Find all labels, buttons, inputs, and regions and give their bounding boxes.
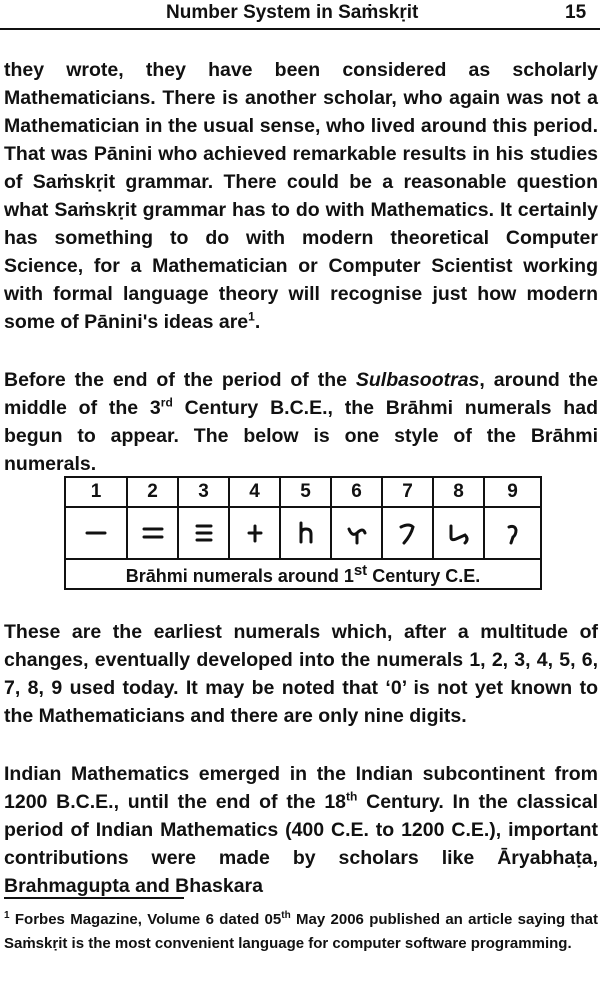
paragraph-text: Century B.C.E., the Brāhmi numerals had begun to appear. The below is one style of the Brāhmi numerals.: [4, 397, 598, 475]
footnote-marker: 1: [4, 910, 10, 921]
ordinal-suffix: th: [346, 789, 358, 804]
ordinal-suffix: st: [353, 561, 368, 579]
header-rule: [0, 28, 600, 30]
paragraph-text: they wrote, they have been considered as scholarly Mathematicians. There is another scholar, who again was not a Mathematician in the usual sense, who lived around this period. That was Pānini who achieved remarkable results in his studies of Saṁskṛit grammar. There could be a reasonable question what Saṁskṛit grammar has to do with Mathematics. It certainly has something to do with modern theoretical Computer Science, for a Mathematician or Computer Scientist working with formal language theory will recognise just how modern some of Pānini's ideas are: [4, 59, 598, 333]
page-number: 15: [565, 2, 587, 23]
footnote: [4, 908, 598, 956]
number-cell: 1: [65, 477, 127, 507]
glyph-cell: [331, 507, 382, 559]
number-cell: 4: [229, 477, 280, 507]
running-title: Number System in Saṁskṛit: [166, 2, 419, 23]
paragraph-indian-mathematics: [4, 760, 598, 900]
glyph-cell: [280, 507, 331, 559]
table-row-numbers: [65, 477, 541, 507]
footnote-text: May 2006 published an article saying that Saṁskṛit is the most convenient language for computer software programming.: [4, 911, 598, 952]
brahmi-four-icon: [237, 515, 273, 551]
table-caption-row: [65, 559, 541, 589]
number-cell: 8: [433, 477, 484, 507]
brahmi-numerals-table: [64, 476, 542, 590]
brahmi-seven-icon: [390, 515, 426, 551]
paragraph-text: , around the middle of the 3: [4, 369, 598, 419]
ordinal-suffix: th: [281, 910, 291, 921]
paragraph-brahmi-intro: [4, 366, 598, 478]
glyph-cell: [229, 507, 280, 559]
footnote-text: Forbes Magazine, Volume 6 dated 05: [9, 911, 282, 928]
brahmi-five-icon: [288, 515, 324, 551]
paragraph-text: Indian Mathematics emerged in the Indian subcontinent from 1200 B.C.E., until the end of the 18: [4, 763, 598, 813]
emphasis-sulbasootras: Sulbasootras: [355, 369, 480, 391]
running-header: [0, 0, 600, 30]
brahmi-two-icon: [135, 515, 171, 551]
caption-text: Century C.E.: [367, 565, 481, 586]
brahmi-three-icon: [186, 515, 222, 551]
number-cell: 9: [484, 477, 541, 507]
glyph-cell: [433, 507, 484, 559]
number-cell: 2: [127, 477, 178, 507]
number-cell: 6: [331, 477, 382, 507]
paragraph-end: .: [254, 311, 261, 333]
glyph-cell: [127, 507, 178, 559]
paragraph-text: Before the end of the period of the: [4, 369, 356, 391]
brahmi-six-icon: [339, 515, 375, 551]
brahmi-eight-icon: [441, 515, 477, 551]
glyph-cell: [65, 507, 127, 559]
number-cell: 3: [178, 477, 229, 507]
glyph-cell: [178, 507, 229, 559]
table-row-glyphs: [65, 507, 541, 559]
ordinal-suffix: rd: [160, 395, 173, 410]
brahmi-one-icon: [78, 515, 114, 551]
brahmi-nine-icon: [495, 515, 531, 551]
footnote-ref: 1: [248, 309, 255, 324]
paragraph-text: These are the earliest numerals which, after a multitude of changes, eventually developed into the numerals 1, 2, 3, 4, 5, 6, 7, 8, 9 used today. It may be noted that ‘0’ is not yet known to the Mathematicians and there are only nine digits.: [4, 621, 598, 727]
paragraph-scholars: [4, 56, 598, 336]
number-cell: 5: [280, 477, 331, 507]
glyph-cell: [484, 507, 541, 559]
number-cell: 7: [382, 477, 433, 507]
caption-text: Brāhmi numerals around 1: [125, 565, 354, 586]
footnote-rule: [4, 897, 184, 899]
table-caption: [65, 559, 541, 589]
paragraph-text: Century. In the classical period of Indian Mathematics (400 C.E. to 1200 C.E.), important contributions were made by scholars like Āryabhaṭa, Brahmagupta and Bhaskara: [4, 791, 598, 897]
glyph-cell: [382, 507, 433, 559]
paragraph-earliest-numerals: [4, 618, 598, 730]
